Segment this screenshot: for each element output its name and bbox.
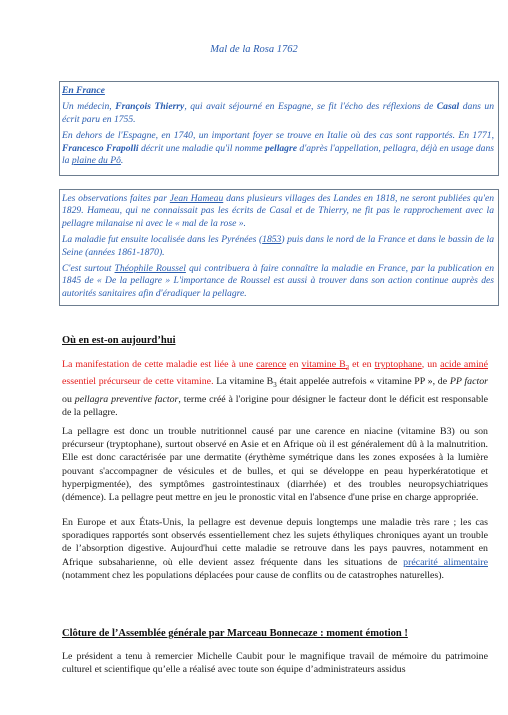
history-box-observations	[59, 189, 499, 306]
body-paragraph: Le président a tenu à remercier Michelle Caubit pour le magnifique travail de mémoire du patrimoine culturel et scientifique qu’elle a réalisé avec toute son équipe d’administrateurs assidus	[62, 651, 488, 676]
body-paragraph: La manifestation de cette maladie est liée à une carence en vitamine $B_3$ et en tryptophane, un acide aminé essentiel précurseur de cette vitamine. La vitamine $B_3$ était appelée autrefois « vitamine PP », de PP factor ou pellagra preventive factor, terme créé à l'origine pour désigner le facteur dont le déficit est responsable de la pellagre.	[62, 359, 489, 419]
section-heading: Clôture de l’Assemblée générale par Marceau Bonnecaze : moment émotion !	[62, 628, 408, 639]
link-jean-hameau[interactable]: Jean Hameau	[169, 193, 224, 204]
link-theophile-roussel[interactable]: Théophile Roussel	[114, 263, 186, 275]
body-paragraph: En Europe et aux États-Unis, la pellagre est devenue depuis longtemps une maladie très rare ; les cas sporadiques rapportés sont observés essentiellement chez les sujets éthyliques chroniques ayant un trouble de l’absorption digestive. Aujourd'hui cette maladie se retrouve dans les pays pauvres, notamment en Afrique subsaharienne, où elle devient assez fréquente dans les situations de précarité alimentaire (notamment chez les populations déplacées pour cause de conflits ou de catastrophes naturelles).	[62, 517, 488, 581]
history-box-france	[59, 81, 499, 176]
box-heading: En France	[62, 85, 105, 96]
box-paragraph: Un médecin, François Thierry, qui avait séjourné en Espagne, se fit l'écho des réflexions de Casal dans un écrit paru en 1755.	[62, 101, 495, 125]
box-paragraph: La maladie fut ensuite localisée dans les Pyrénées (1853) puis dans le nord de la France et dans le bassin de la Seine (années 1861-1870).	[62, 234, 495, 258]
body-paragraph: La pellagre est donc un trouble nutritionnel causé par une carence en niacine (vitamine B3) ou son précurseur (tryptophane), surtout observé en Asie et en Afrique où il est généralement dû à la malnutrition. Elle est donc caractérisée par une dermatite (érythème symétrique dans les zones exposées à la lumière pouvant s'accompagner de vésicules et de bulles, et qui se développe en peau hyperkératotique et hyperpigmentée), des symptômes gastrointestinaux (diarrhée) et des troubles neuropsychiatriques (démence). La pellagre peut mettre en jeu le pronostic vital en l'absence d'une prise en charge appropriée.	[62, 426, 488, 504]
section-heading: Où en est-on aujourd’hui	[62, 335, 176, 346]
link-tryptophane[interactable]: tryptophane	[374, 359, 422, 370]
link-1853[interactable]: 1853	[262, 234, 282, 246]
box-paragraph: Les observations faites par Jean Hameau dans plusieurs villages des Landes en 1818, ne seront publiées qu'en 1829. Hameau, qui ne connaissait pas les écrits de Casal et de Thierry, ne fit pas le rapprochement avec la pellagre milanaise ni avec le « mal de la rose ».	[62, 193, 495, 229]
link-carence[interactable]: carence	[256, 359, 287, 370]
link-vitamine-b3[interactable]: vitamine $B_3$	[301, 359, 350, 372]
link-precarite-alimentaire[interactable]: précarité alimentaire	[403, 556, 488, 568]
box-paragraph: C'est surtout Théophile Roussel qui contribuera à faire connaître la maladie en France, par la publication en 1845 de « De la pellagre » L'importance de Roussel est aussi à trouver dans son action continue auprès des autorités sanitaires afin d'éradiquer la pellagre.	[62, 263, 494, 299]
box-paragraph: En dehors de l'Espagne, en 1740, un important foyer se trouve en Italie où des cas sont rapportés. En 1771, Francesco Frapolli décrit une maladie qu'il nomme pellagre d'après l'appellation, pellagra, déjà en usage dans la plaine du Pô.	[62, 130, 494, 167]
link-plaine-du-po[interactable]: plaine du Pô	[71, 155, 121, 167]
link-acide-amine[interactable]: acide aminé	[440, 359, 489, 370]
image-caption: Mal de la Rosa 1762	[210, 44, 298, 55]
